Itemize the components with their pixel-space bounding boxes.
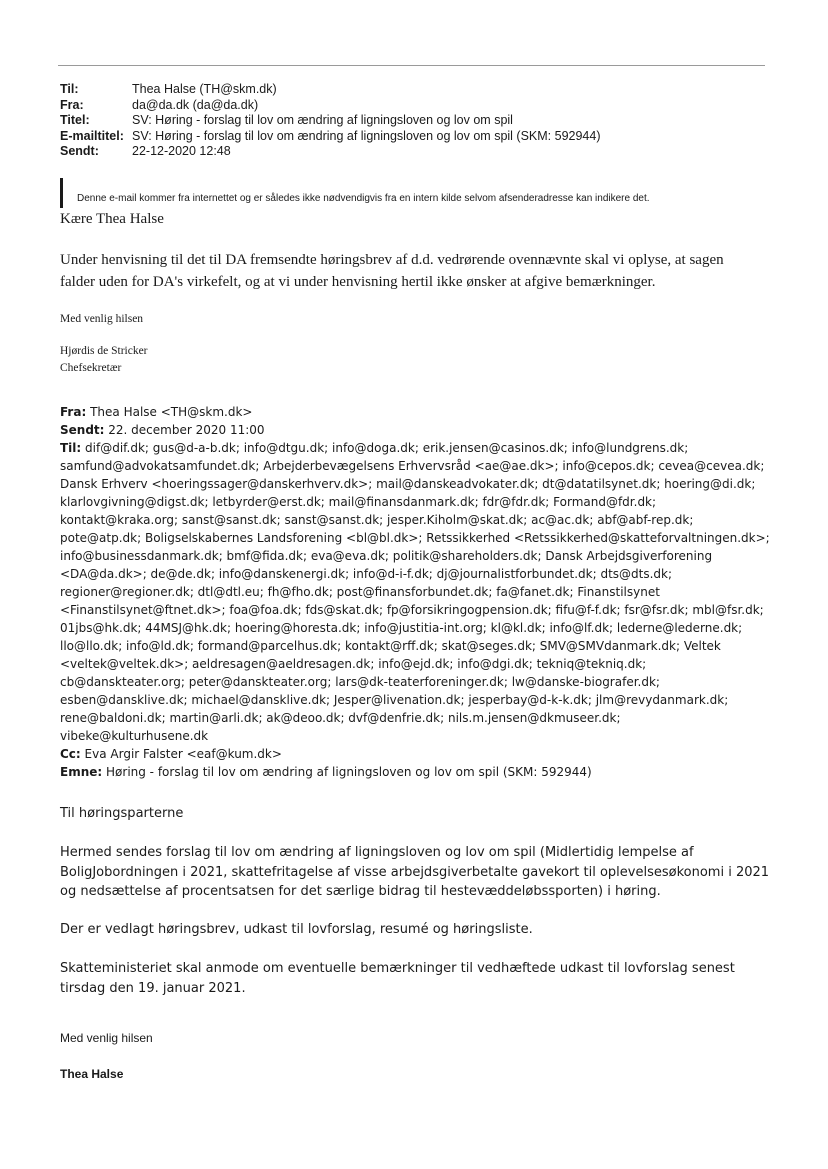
header-row-to: Til: Thea Halse (TH@skm.dk) xyxy=(60,82,277,96)
reply-signer-title: Chefsekretær xyxy=(60,362,122,374)
top-divider xyxy=(58,65,765,66)
message-closing: Med venlig hilsen xyxy=(60,1031,153,1045)
fwd-to-line: Til: dif@dif.dk; gus@d-a-b.dk; info@dtgu.dk; info@doga.dk; erik.jensen@casinos.dk; info@lundgrens.dk; samfund@advokatsamfundet.dk; Arbejderbevægelsens Erhvervsråd <ae@ae.dk>; info@cepos.dk; cevea@cevea.dk; Dansk Erhverv <hoeringssager@danskerhverv.dk>; mail@danskeadvokater.dk; dt@datatilsynet.dk; hoering@di.dk; klarlovgivning@digst.dk; letbyrder@erst.dk; mail@finansdanmark.dk; fdr@fdr.dk; Formand@fdr.dk; kontakt@kraka.org; sanst@sanst.dk; sanst@sanst.dk; jesper.Kiholm@skat.dk; ac@ac.dk; abf@abf-rep.dk; pote@atp.dk; Boligselskabernes Landsforening <bl@bl.dk>; Retssikkerhed <Retssikkerhed@skatteforvaltningen.dk>; info@businessdanmark.dk; bmf@fida.dk; eva@eva.dk; politik@shareholders.dk; Dansk Arbejdsgiverforening <DA@da.dk>; de@de.dk; info@danskenergi.dk; info@d-i-f.dk; dj@journalistforbundet.dk; dts@dts.dk; regioner@regioner.dk; dtl@dtl.eu; fh@fho.dk; post@finansforbundet.dk; fa@fanet.dk; Finanstilsynet <Finanstilsynet@ftnet.dk>; foa@foa.dk; fds@skat.dk; fp@forsikringogpension.dk; fifu@f-f.dk; fsr@fsr.dk; mbl@fsr.dk; 01jbs@hk.dk; 44MSJ@hk.dk; hoering@horesta.dk; info@justitia-int.org; kl@kl.dk; info@lf.dk; lederne@lederne.dk; llo@llo.dk; info@ld.dk; formand@parcelhus.dk; kontakt@rff.dk; skat@seges.dk; SMV@SMVdanmark.dk; Veltek <veltek@veltek.dk>; aeldresagen@aeldresagen.dk; info@ejd.dk; info@dgi.dk; tekniq@tekniq.dk; cb@danskteater.org; peter@danskteater.org; lars@dk-teaterforeninger.dk; lw@danske-biografer.dk; esben@dansklive.dk; michael@dansklive.dk; Jesper@livenation.dk; jesperbay@d-k-k.dk; jlm@revydanmark.dk; rene@baldoni.dk; martin@arli.dk; ak@deoo.dk; dvf@denfrie.dk; nils.m.jensen@dkmuseer.dk; vibeke@kulturhusene.dk xyxy=(60,441,770,743)
header-row-title: Titel: SV: Høring - forslag til lov om ændring af ligningsloven og lov om spil xyxy=(60,113,513,128)
message-paragraph-1: Hermed sendes forslag til lov om ændring af ligningsloven og lov om spil (Midlertidig lempelse af BoligJobordningen i 2021, skattefritagelse af visse arbejdsgiverbetalte gavekort til oplevelsesøkonomi i 2021 og nedsættelse af procentsatsen for det særlige bidrag til hestevæddeløbssporten) i høring. xyxy=(60,845,770,899)
notice-bar xyxy=(60,178,63,208)
message-greeting: Til høringsparterne xyxy=(60,806,184,821)
message-paragraph-2: Der er vedlagt høringsbrev, udkast til lovforslag, resumé og høringsliste. xyxy=(60,922,533,937)
reply-body: Under henvisning til det til DA fremsendte høringsbrev af d.d. vedrørende ovennævnte skal vi oplyse, at sagen falder uden for DA's virkefelt, og at vi under henvisning hertil ikke ønsker at afgive bemærkninger. xyxy=(60,252,724,290)
header-row-from: Fra: da@da.dk (da@da.dk) xyxy=(60,97,259,112)
external-mail-notice xyxy=(60,178,650,208)
fwd-from-line: Fra: Thea Halse <TH@skm.dk> xyxy=(60,405,253,419)
message-paragraph-3: Skatteministeriet skal anmode om eventuelle bemærkninger til vedhæftede udkast til lovforslag senest tirsdag den 19. januar 2021. xyxy=(60,961,735,996)
notice-text: Denne e-mail kommer fra internettet og er således ikke nødvendigvis fra en intern kilde selvom afsenderadresse kan indikere det. xyxy=(77,193,650,204)
fwd-cc-line: Cc: Eva Argir Falster <eaf@kum.dk> xyxy=(60,747,282,761)
fwd-subject-line: Emne: Høring - forslag til lov om ændring af ligningsloven og lov om spil (SKM: 592944) xyxy=(60,765,592,779)
reply-greeting: Kære Thea Halse xyxy=(60,211,164,227)
reply-signer-name: Hjørdis de Stricker xyxy=(60,345,148,357)
message-signer-name: Thea Halse xyxy=(60,1067,124,1081)
forwarded-header xyxy=(60,403,770,781)
reply-closing: Med venlig hilsen xyxy=(60,313,144,325)
header-row-email-title: E-mailtitel: SV: Høring - forslag til lov om ændring af ligningsloven og lov om spil (SKM: 592944) xyxy=(60,128,601,143)
header-row-sent: Sendt: 22-12-2020 12:48 xyxy=(60,144,231,159)
email-header xyxy=(60,82,601,160)
fwd-sent-line: Sendt: 22. december 2020 11:00 xyxy=(60,423,265,437)
